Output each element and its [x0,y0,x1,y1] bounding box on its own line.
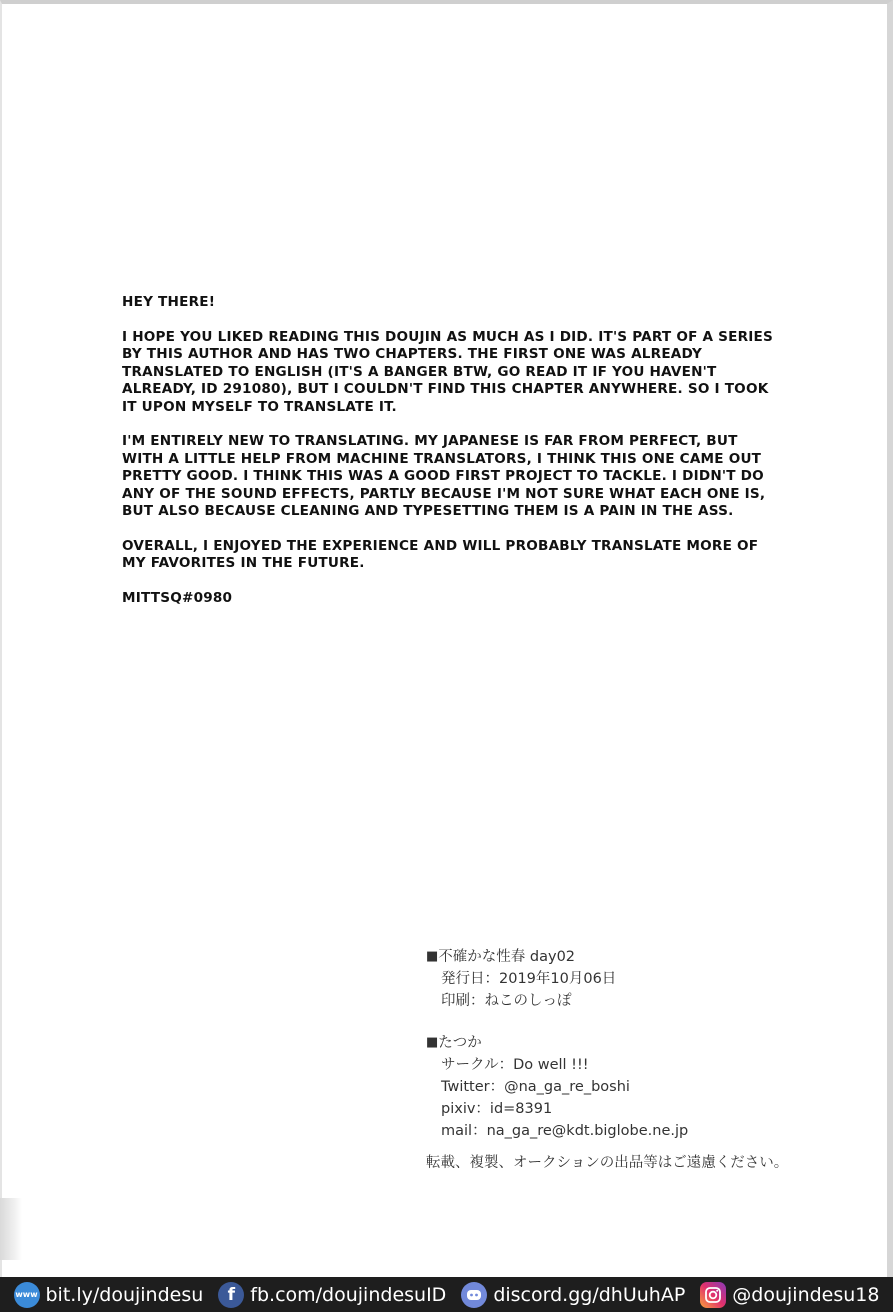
footer-facebook[interactable] [218,1282,446,1308]
colophon-author-line [426,1032,846,1054]
discord-icon [461,1282,487,1308]
footer-instagram-label[interactable]: @doujindesu18 [732,1283,880,1306]
bullet-square-icon: ■ [426,949,439,964]
footer-facebook-label[interactable]: fb.com/doujindesuID [250,1283,447,1306]
colophon-issued: 発行日：2019年10月06日 [441,971,617,987]
colophon-twitter: Twitter：@na_ga_re_boshi [441,1079,630,1095]
note-paragraph-3: OVERALL, I ENJOYED THE EXPERIENCE AND WILL PROBABLY TRANSLATE MORE OF MY FAVORITES IN THE FUTURE. [122,537,759,571]
colophon-pixiv: pixiv：id=8391 [441,1101,553,1117]
colophon-notice: 転載、複製、オークションの出品等はご遠慮ください。 [426,1155,789,1171]
colophon-author: たつか [438,1035,482,1051]
translator-note [122,294,782,624]
note-greeting: HEY THERE! [122,294,216,310]
globe-icon: www [14,1282,40,1308]
footer-website-label[interactable]: bit.ly/doujindesu [45,1283,204,1306]
footer-website[interactable] [14,1282,204,1308]
colophon-spacer [426,1012,846,1032]
scan-edge-mark [0,1198,22,1260]
note-paragraph-2: I'M ENTIRELY NEW TO TRANSLATING. MY JAPANESE IS FAR FROM PERFECT, BUT WITH A LITTLE HELP FROM MACHINE TRANSLATORS, I THINK THIS ONE CAME OUT PRETTY GOOD. I THINK THIS WAS A GOOD FIRST PROJECT TO TACKLE. I DIDN'T DO ANY OF THE SOUND EFFECTS, PARTLY BECAUSE I'M NOT SURE WHAT EACH ONE IS, BUT ALSO BECAUSE CLEANING AND TYPESETTING THEM IS A PAIN IN THE ASS. [122,433,766,519]
footer-discord-label[interactable]: discord.gg/dhUuhAP [493,1283,686,1306]
footer-instagram[interactable] [700,1282,879,1308]
colophon-circle: サークル：Do well !!! [441,1057,589,1073]
facebook-icon: f [218,1282,244,1308]
footer-bar [0,1277,893,1312]
note-signature: MITTSQ#0980 [122,589,233,606]
colophon-mail: mail：na_ga_re@kdt.biglobe.ne.jp [441,1123,689,1139]
colophon [426,946,846,1174]
instagram-icon [700,1282,726,1308]
footer-discord[interactable] [461,1282,685,1308]
note-paragraph-1: I HOPE YOU LIKED READING THIS DOUJIN AS MUCH AS I DID. IT'S PART OF A SERIES BY THIS AUTHOR AND HAS TWO CHAPTERS. THE FIRST ONE WAS ALREADY TRANSLATED TO ENGLISH (IT'S A BANGER BTW, GO READ IT IF YOU HAVEN'T ALREADY, ID 291080), BUT I COULDN'T FIND THIS CHAPTER ANYWHERE. SO I TOOK IT UPON MYSELF TO TRANSLATE IT. [122,328,774,415]
colophon-title-line [426,946,846,968]
colophon-title: 不確かな性春 day02 [438,949,576,965]
colophon-printer: 印刷：ねこのしっぽ [441,993,572,1009]
bullet-square-icon: ■ [426,1035,439,1050]
